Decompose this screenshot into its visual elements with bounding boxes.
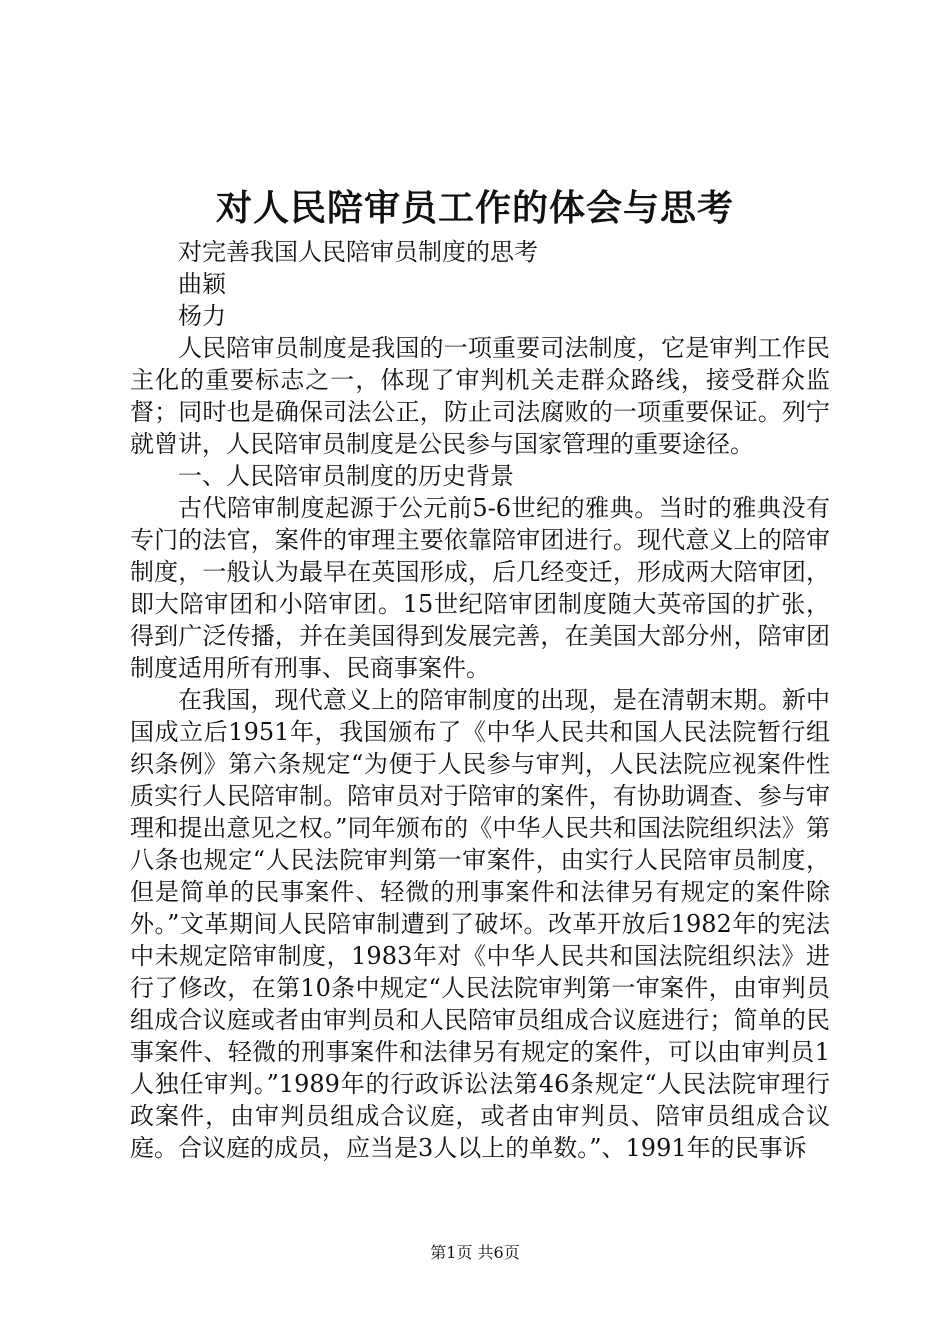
body-paragraph: 在我国，现代意义上的陪审制度的出现，是在清朝末期。新中国成立后1951年，我国颁布了《中华人民共和国人民法院暂行组织条例》第六条规定“为便于人民参与审判，人民法院应视案件性质实行人民陪审制。陪审员对于陪审的案件，有协助调查、参与审理和提出意见之权。”同年颁布的《中华人民共和国法院组织法》第八条也规定“人民法院审判第一审案件，由实行人民陪审员制度，但是简单的民事案件、轻微的刑事案件和法律另有规定的案件除外。”文革期间人民陪审制遭到了破坏。改革开放后1982年的宪法中未规定陪审制度，1983年对《中华人民共和国法院组织法》进行了修改，在第10条中规定“人民法院审判第一审案件，由审判员组成合议庭或者由审判员和人民陪审员组成合议庭进行；简单的民事案件、轻微的刑事案件和法律另有规定的案件，可以由审判员1人独任审判。”1989年的行政诉讼法第46条规定“人民法院审理行政案件，由审判员组成合议庭，或者由审判员、陪审员组成合议庭。合议庭的成员，应当是3人以上的单数。”、1991年的民事诉 xyxy=(130,686,830,1162)
document-title: 对人民陪审员工作的体会与思考 xyxy=(215,187,734,229)
author-paragraph: 杨力 xyxy=(178,302,226,330)
document-body xyxy=(130,236,830,1164)
subtitle-paragraph: 对完善我国人民陪审员制度的思考 xyxy=(178,238,538,266)
author-paragraph: 曲颖 xyxy=(178,270,226,298)
body-paragraph: 古代陪审制度起源于公元前5-6世纪的雅典。当时的雅典没有专门的法官，案件的审理主要依靠陪审团进行。现代意义上的陪审制度，一般认为最早在英国形成，后几经变迁，形成两大陪审团，即大陪审团和小陪审团。15世纪陪审团制度随大英帝国的扩张，得到广泛传播，并在美国得到发展完善，在美国大部分州，陪审团制度适用所有刑事、民商事案件。 xyxy=(130,494,830,682)
body-paragraph: 人民陪审员制度是我国的一项重要司法制度，它是审判工作民主化的重要标志之一，体现了审判机关走群众路线，接受群众监督；同时也是确保司法公正，防止司法腐败的一项重要保证。列宁就曾讲，人民陪审员制度是公民参与国家管理的重要途径。 xyxy=(130,334,830,458)
page-footer: 第1页 共6页 xyxy=(430,1243,520,1262)
section-heading: 一、人民陪审员制度的历史背景 xyxy=(178,462,514,490)
